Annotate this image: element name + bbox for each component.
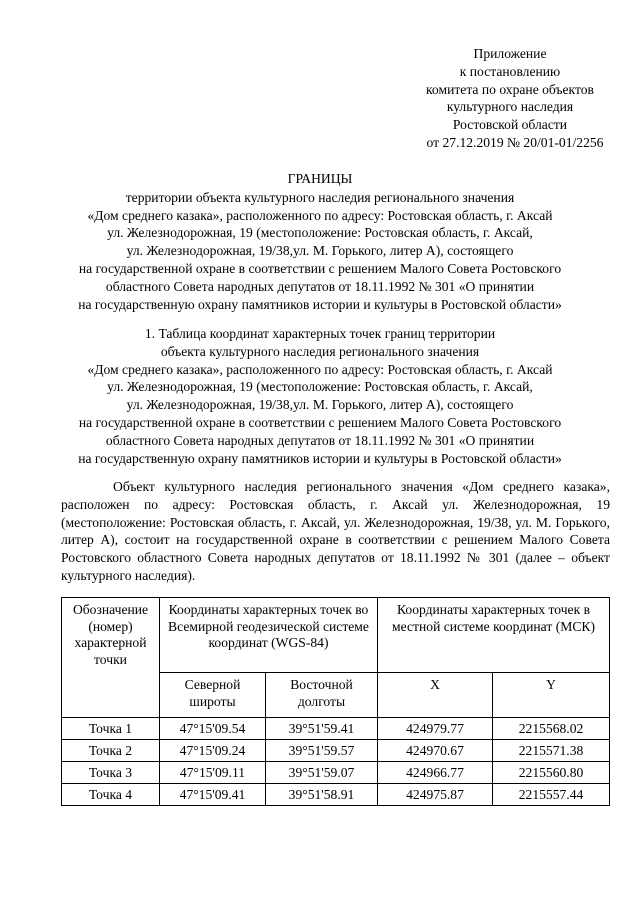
header-wgs84-coordinates: Координаты характерных точек во Всемирной геодезической системе координат (WGS-84) — [160, 598, 378, 673]
cell-x: 424966.77 — [378, 762, 493, 784]
cell-point: Точка 4 — [62, 784, 160, 806]
coordinates-table — [61, 597, 610, 806]
header-y: Y — [493, 673, 610, 718]
cell-point: Точка 3 — [62, 762, 160, 784]
section-line: областного Совета народных депутатов от 18.11.1992 № 301 «О принятии — [105, 432, 535, 448]
title-line: «Дом среднего казака», расположенного по адресу: Ростовская область, г. Аксай — [87, 207, 553, 223]
cell-latitude: 47°15'09.24 — [160, 740, 266, 762]
cell-y: 2215571.38 — [493, 740, 610, 762]
title-line: областного Совета народных депутатов от 18.11.1992 № 301 «О принятии — [105, 278, 535, 294]
title-line: ул. Железнодорожная, 19 (местоположение: Ростовская область, г. Аксай, — [107, 225, 533, 241]
document-title — [40, 170, 600, 313]
header-point-designation: Обозначение (номер) характерной точки — [62, 598, 160, 718]
cell-longitude: 39°51'59.57 — [266, 740, 378, 762]
cell-longitude: 39°51'59.07 — [266, 762, 378, 784]
header-longitude: Восточной долготы — [266, 673, 378, 718]
appendix-line: культурного наследия — [446, 99, 574, 115]
appendix-line: Ростовской области — [452, 117, 568, 133]
header-x: X — [378, 673, 493, 718]
appendix-date: от 27.12.2019 № 20/01-01/2256 — [426, 134, 604, 150]
cell-latitude: 47°15'09.41 — [160, 784, 266, 806]
title-heading: ГРАНИЦЫ — [287, 171, 353, 186]
section-line: «Дом среднего казака», расположенного по адресу: Ростовская область, г. Аксай — [87, 361, 553, 377]
section-line: 1. Таблица координат характерных точек границ территории — [144, 326, 496, 341]
section-line: на государственную охрану памятников истории и культуры в Ростовской области» — [78, 450, 562, 466]
cell-y: 2215560.80 — [493, 762, 610, 784]
cell-point: Точка 2 — [62, 740, 160, 762]
header-latitude: Северной широты — [160, 673, 266, 718]
header-msk-coordinates: Координаты характерных точек в местной системе координат (МСК) — [378, 598, 610, 673]
section-line: на государственной охране в соответствии с решением Малого Совета Ростовского — [78, 414, 562, 430]
cell-longitude: 39°51'58.91 — [266, 784, 378, 806]
appendix-line: к постановлению — [459, 63, 561, 79]
title-line: на государственную охрану памятников истории и культуры в Ростовской области» — [78, 296, 562, 312]
table-row — [62, 784, 610, 806]
appendix-line: комитета по охране объектов — [426, 81, 594, 97]
cell-x: 424970.67 — [378, 740, 493, 762]
cell-point: Точка 1 — [62, 718, 160, 740]
cell-latitude: 47°15'09.54 — [160, 718, 266, 740]
cell-latitude: 47°15'09.11 — [160, 762, 266, 784]
table-row — [62, 762, 610, 784]
section-line: ул. Железнодорожная, 19/38,ул. М. Горького, литер А), состоящего — [126, 397, 514, 413]
cell-y: 2215568.02 — [493, 718, 610, 740]
body-paragraph: Объект культурного наследия регионального значения «Дом среднего казака», расположен по адресу: Ростовская область, г. Аксай ул. Железнодорожная, 19 (местоположение: Ростовская область, г. Аксай, ул. Железнодорожная, 19/38, ул. М. Горького, литер А), состоит на государственной охране в соответствии с решением Малого Совета Ростовского областного Совета народных депутатов от 18.11.1992 № 301 (далее – объект культурного наследия). — [61, 479, 610, 583]
table-row — [62, 740, 610, 762]
appendix-line: Приложение — [473, 46, 547, 61]
cell-y: 2215557.44 — [493, 784, 610, 806]
section-heading — [40, 325, 600, 467]
cell-x: 424979.77 — [378, 718, 493, 740]
section-line: объекта культурного наследия регионального значения — [160, 343, 480, 359]
title-line: территории объекта культурного наследия регионального значения — [125, 189, 515, 205]
cell-x: 424975.87 — [378, 784, 493, 806]
cell-longitude: 39°51'59.41 — [266, 718, 378, 740]
section-line: ул. Железнодорожная, 19 (местоположение: Ростовская область, г. Аксай, — [107, 379, 533, 395]
appendix-header — [380, 45, 640, 152]
table-row — [62, 718, 610, 740]
title-line: на государственной охране в соответствии с решением Малого Совета Ростовского — [78, 260, 562, 276]
title-line: ул. Железнодорожная, 19/38,ул. М. Горького, литер А), состоящего — [126, 243, 514, 259]
